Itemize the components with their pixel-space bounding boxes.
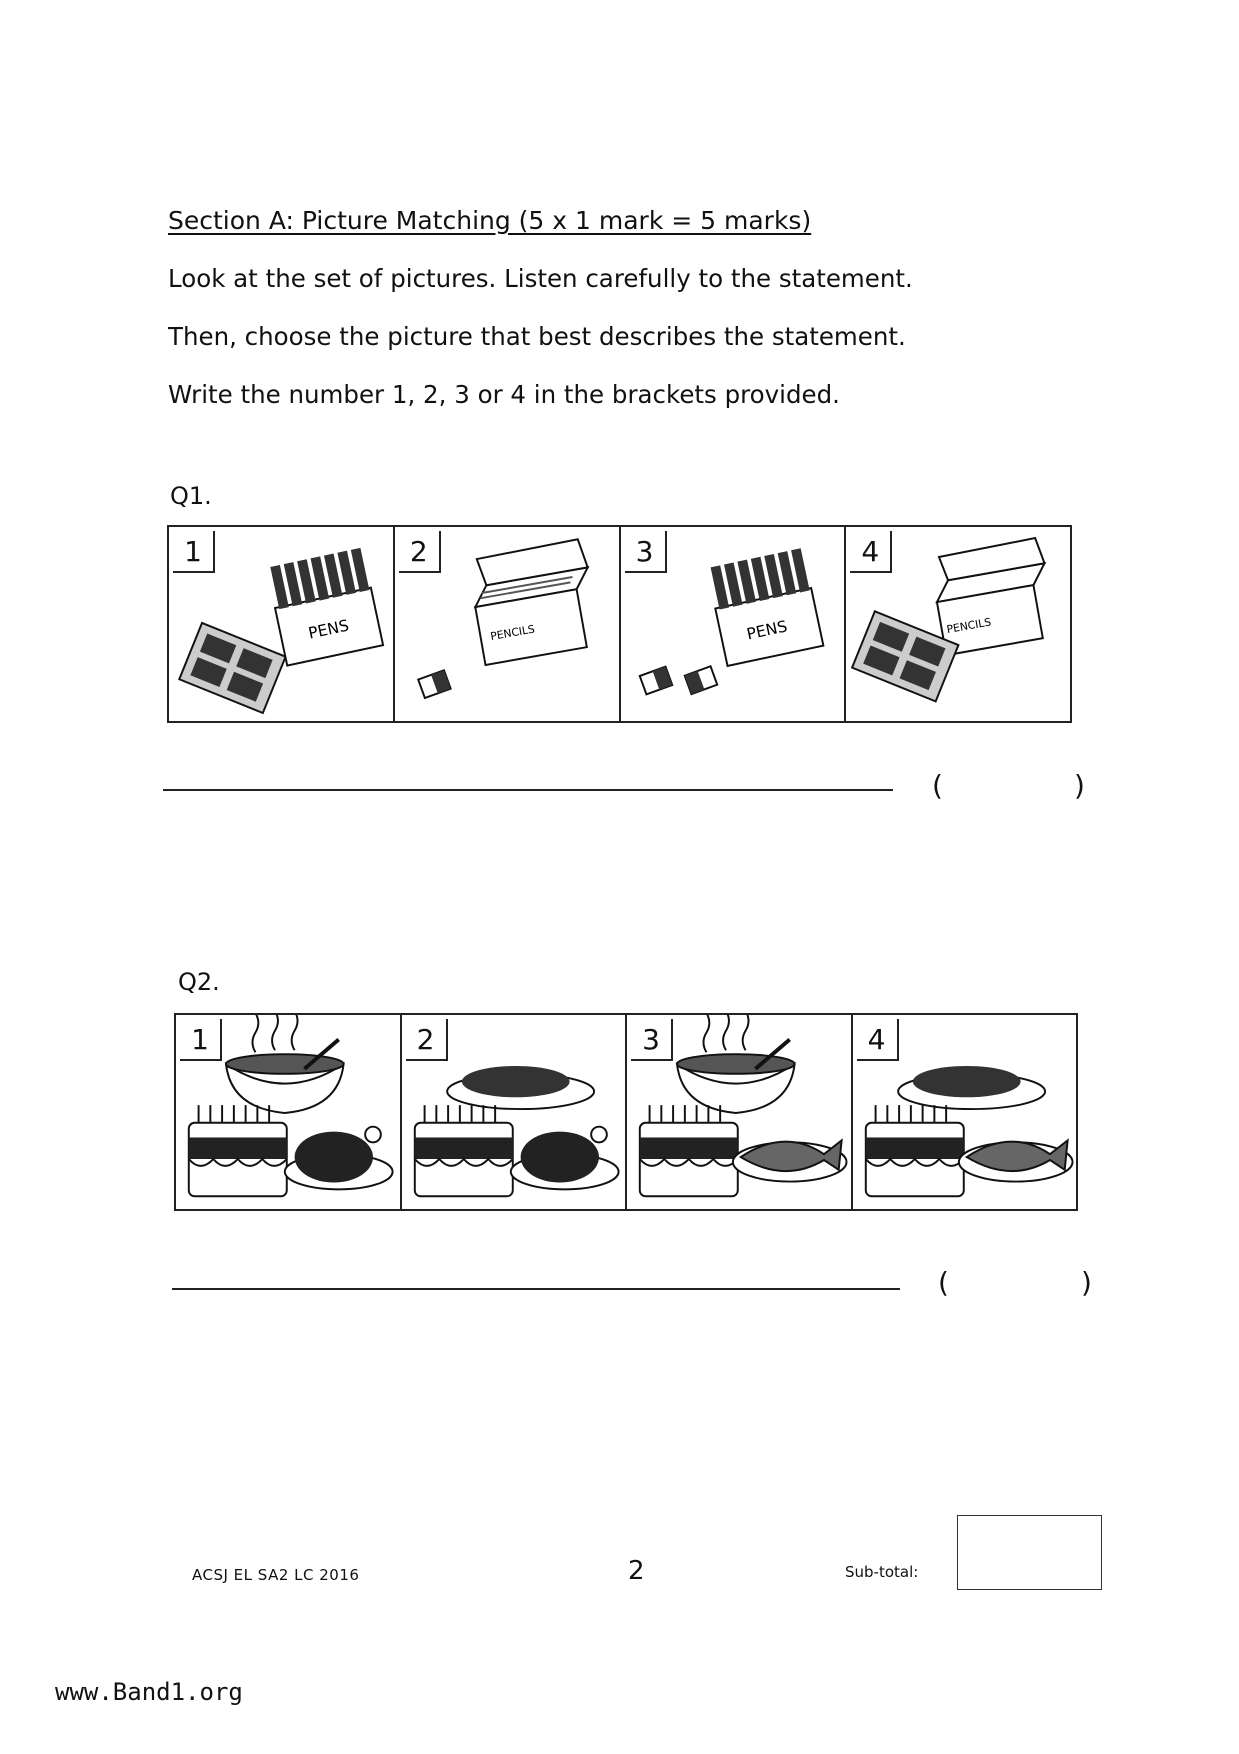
option-number: 3	[625, 531, 667, 573]
q2-answer-bracket-close: )	[1081, 1266, 1092, 1299]
question-1-label: Q1.	[170, 482, 212, 510]
question-1-picture-strip	[167, 525, 1072, 723]
instruction-line-2: Then, choose the picture that best describes the statement.	[168, 322, 906, 351]
option-number: 1	[173, 531, 215, 573]
option-number: 4	[850, 531, 892, 573]
q1-option-4[interactable]	[846, 527, 1070, 721]
q2-option-3[interactable]	[627, 1015, 853, 1209]
q1-answer-bracket-close: )	[1074, 769, 1085, 802]
section-heading: Section A: Picture Matching (5 x 1 mark = 5 marks)	[168, 206, 812, 235]
pens-box-label: PENS	[306, 615, 351, 643]
q1-answer-line	[163, 789, 893, 791]
question-2-label: Q2.	[178, 968, 220, 996]
q1-option-2[interactable]	[395, 527, 621, 721]
instruction-line-1: Look at the set of pictures. Listen carefully to the statement.	[168, 264, 913, 293]
pencils-box-label: PENCILS	[489, 622, 536, 644]
watermark: www.Band1.org	[55, 1678, 243, 1706]
q1-option-1[interactable]	[169, 527, 395, 721]
q2-answer-line	[172, 1288, 900, 1290]
instruction-line-3: Write the number 1, 2, 3 or 4 in the brackets provided.	[168, 380, 840, 409]
q1-option-3[interactable]	[621, 527, 847, 721]
q2-option-4[interactable]	[853, 1015, 1077, 1209]
question-2-picture-strip	[174, 1013, 1078, 1211]
option-number: 2	[406, 1019, 448, 1061]
q1-answer-bracket-open[interactable]: (	[932, 769, 943, 802]
q2-answer-bracket-open[interactable]: (	[938, 1266, 949, 1299]
pens-box-label: PENS	[744, 616, 789, 644]
subtotal-box[interactable]	[957, 1515, 1102, 1590]
q2-option-2[interactable]	[402, 1015, 628, 1209]
option-number: 1	[180, 1019, 222, 1061]
paper-code: ACSJ EL SA2 LC 2016	[192, 1566, 360, 1584]
subtotal-label: Sub-total:	[845, 1563, 919, 1581]
option-number: 2	[399, 531, 441, 573]
option-number: 3	[631, 1019, 673, 1061]
page-number: 2	[628, 1556, 645, 1586]
pencils-box-label: PENCILS	[945, 615, 993, 637]
q2-option-1[interactable]	[176, 1015, 402, 1209]
option-number: 4	[857, 1019, 899, 1061]
